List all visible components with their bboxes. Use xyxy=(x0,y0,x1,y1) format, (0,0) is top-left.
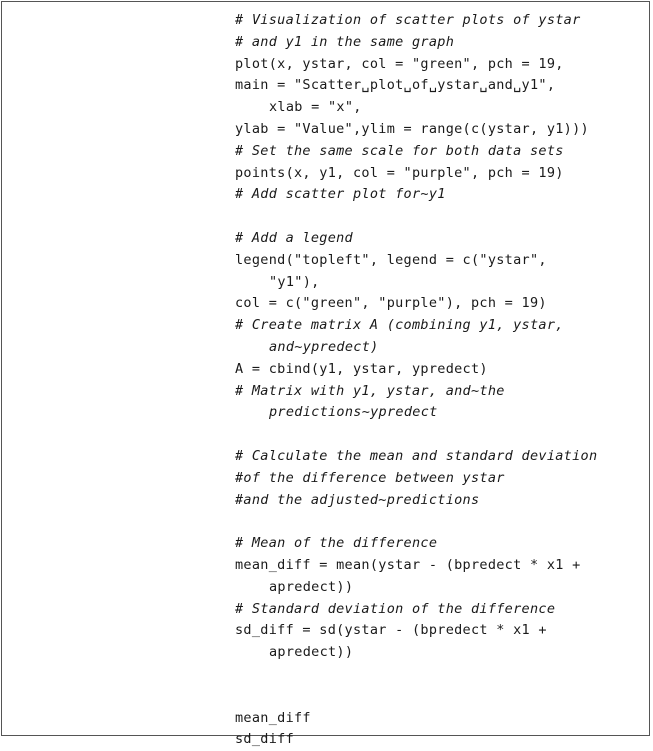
comment-line: # Calculate the mean and standard deviation xyxy=(235,447,598,464)
blank-line xyxy=(235,686,597,708)
comment-line: #of the difference between ystar xyxy=(235,469,505,486)
comment-line: and~ypredect) xyxy=(269,338,379,355)
comment-line: # Matrix with y1, ystar, and~the xyxy=(235,382,505,399)
code-line: apredect)) xyxy=(269,578,354,595)
code-line: plot(x, ystar, col = "green", pch = 19, xyxy=(235,55,564,72)
code-line: ylab = "Value",ylim = range(c(ystar, y1))) xyxy=(235,120,589,137)
comment-line: # Create matrix A (combining y1, ystar, xyxy=(235,317,564,334)
code-line: mean_diff = mean(ystar - (bpredect * x1 + xyxy=(235,556,581,573)
comment-line: # and y1 in the same graph xyxy=(235,33,455,50)
code-line: sd_diff xyxy=(235,731,294,748)
code-line: A = cbind(y1, ystar, ypredect) xyxy=(235,360,488,377)
code-line: main = "Scatter␣plot␣of␣ystar␣and␣y1", xyxy=(235,77,556,94)
code-line: sd_diff = sd(ystar - (bpredect * x1 + xyxy=(235,622,547,639)
blank-line xyxy=(235,206,597,228)
comment-line: # Mean of the difference xyxy=(235,535,438,552)
code-line: xlab = "x", xyxy=(269,99,362,116)
comment-line: # Add scatter plot for~y1 xyxy=(235,186,446,203)
comment-line: #and the adjusted~predictions xyxy=(235,491,480,508)
blank-line xyxy=(235,511,597,533)
comment-line: # Standard deviation of the difference xyxy=(235,600,556,617)
code-listing-frame xyxy=(1,1,650,748)
code-line: legend("topleft", legend = c("ystar", xyxy=(235,251,547,268)
code-listing xyxy=(235,10,597,751)
blank-line xyxy=(235,424,597,446)
comment-line: # Add a legend xyxy=(235,229,353,246)
comment-line: # Visualization of scatter plots of ystar xyxy=(235,12,581,28)
comment-line: # Set the same scale for both data sets xyxy=(235,142,564,159)
code-line: col = c("green", "purple"), pch = 19) xyxy=(235,295,547,312)
code-line: points(x, y1, col = "purple", pch = 19) xyxy=(235,164,564,181)
code-line: mean_diff xyxy=(235,709,311,726)
comment-line: predictions~ypredect xyxy=(269,404,438,421)
blank-line xyxy=(235,664,597,686)
code-line: apredect)) xyxy=(269,644,354,661)
code-line: "y1"), xyxy=(269,273,320,290)
